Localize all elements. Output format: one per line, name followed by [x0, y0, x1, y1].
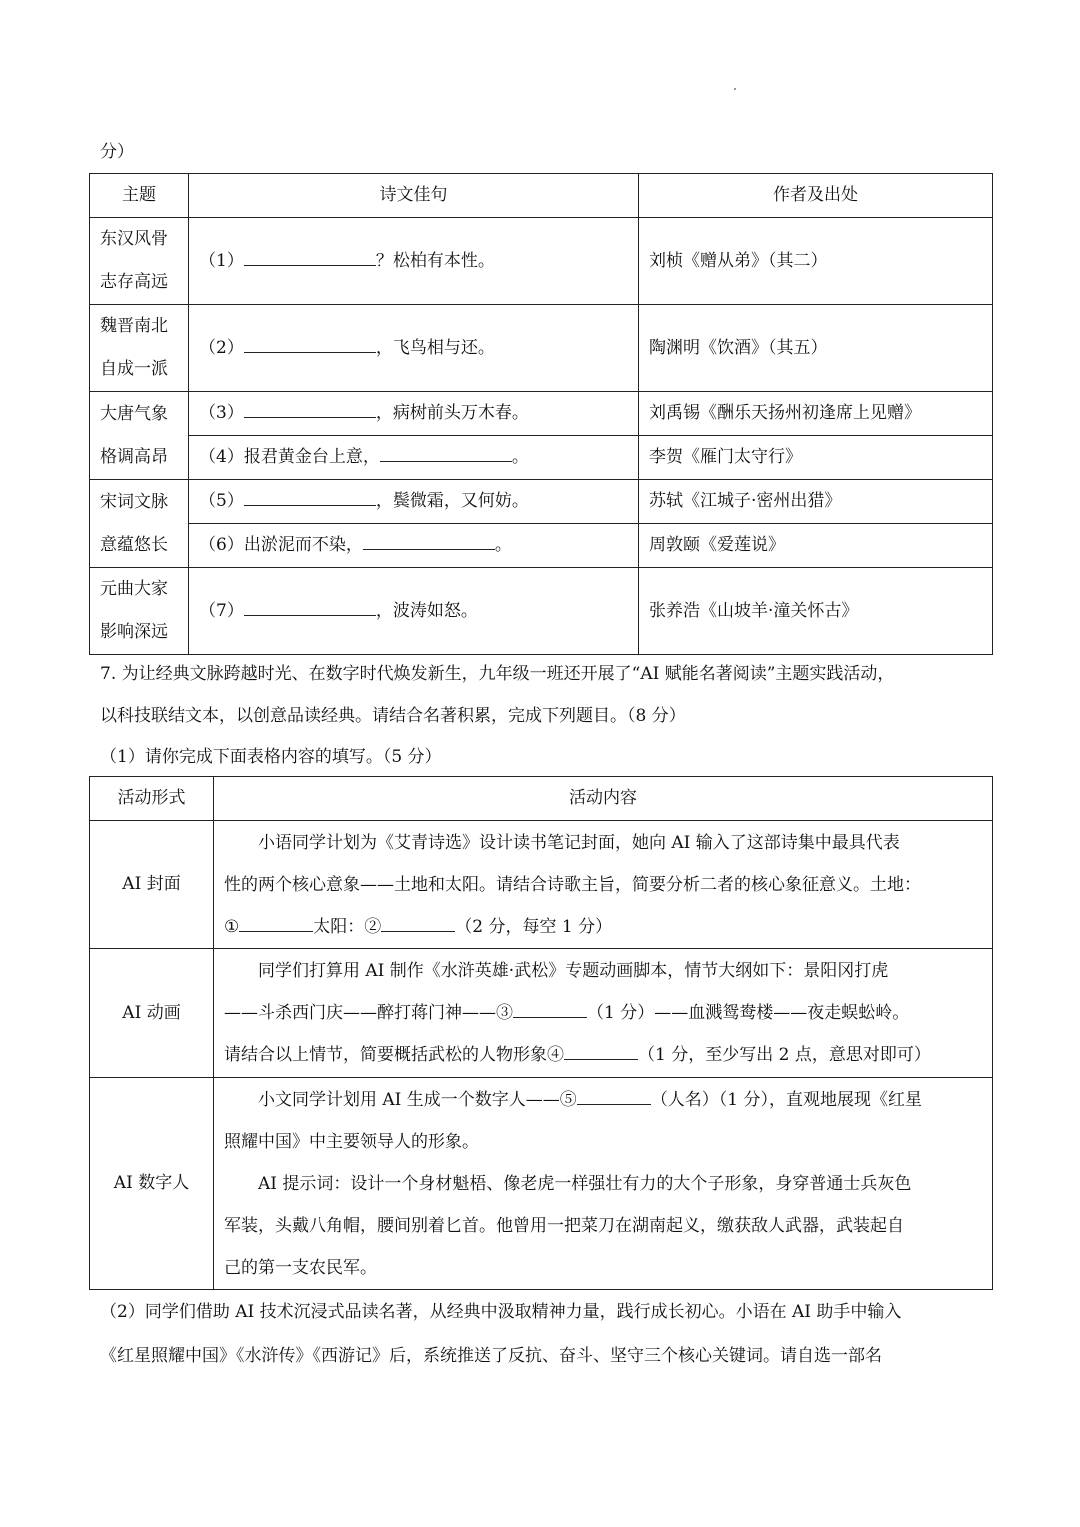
source-cell: 苏轼《江城子·密州出猎》 [639, 480, 993, 524]
verse-cell: （2） ，飞鸟相与还。 [189, 305, 639, 392]
table-row [90, 949, 993, 1078]
table-row [90, 305, 993, 392]
verse-cell: （5） ，鬓微霜，又何妨。 [189, 480, 639, 524]
scan-dot [734, 88, 736, 90]
table-row [90, 1078, 993, 1290]
source-cell: 刘禹锡《酬乐天扬州初逢席上见赠》 [639, 392, 993, 436]
table-header-row [90, 174, 993, 218]
source-cell: 刘桢《赠从弟》（其二） [639, 218, 993, 305]
answer-blank[interactable] [244, 247, 376, 266]
answer-blank[interactable] [363, 531, 495, 550]
header-topic: 主题 [90, 174, 189, 218]
form-cell: AI 封面 [90, 821, 214, 949]
content-cell: 小文同学计划用 AI 生成一个数字人——⑤ （人名）（1 分），直观地展现《红星 照耀中国》中主要领导人的形象。 AI 提示词：设计一个身材魁梧、像老虎一样强壮有力的大个子形象，身穿普通士兵灰色 军装，头戴八角帽，腰间别着匕首。他曾用一把菜刀在湖南起义，缴获敌人武器，武装起自 己的第一支农民军。 [214, 1078, 993, 1290]
content-cell: 同学们打算用 AI 制作《水浒英雄·武松》专题动画脚本，情节大纲如下：景阳冈打虎 ——斗杀西门庆——醉打蒋门神——③ （1 分）——血溅鸳鸯楼——夜走蜈蚣岭。 请结合以上情节，简要概括武松的人物形象④ （1 分，至少写出 2 点，意思对即可） [214, 949, 993, 1078]
topic-cell: 元曲大家 影响深远 [90, 568, 189, 655]
topic-cell: 宋词文脉 意蕴悠长 [90, 480, 189, 568]
answer-blank[interactable] [244, 487, 376, 506]
table-row [90, 480, 993, 524]
answer-blank[interactable] [381, 913, 455, 932]
page-fragment: 分） [100, 142, 134, 162]
topic-cell: 东汉风骨 志存高远 [90, 218, 189, 305]
poetry-table [89, 173, 993, 655]
form-cell: AI 动画 [90, 949, 214, 1078]
header-form: 活动形式 [90, 777, 214, 821]
question-7-2-text: （2）同学们借助 AI 技术沉浸式品读名著，从经典中汲取精神力量，践行成长初心。小语在 AI 助手中输入 《红星照耀中国》《水浒传》《西游记》后，系统推送了反抗、奋斗、坚守三个核心关键词。请自选一部名 [100, 1302, 902, 1366]
content-cell: 小语同学计划为《艾青诗选》设计读书笔记封面，她向 AI 输入了这部诗集中最具代表 性的两个核心意象——土地和太阳。请结合诗歌主旨，简要分析二者的核心象征意义。土地： ① 太阳：② （2 分，每空 1 分） [214, 821, 993, 949]
answer-blank[interactable] [564, 1041, 638, 1060]
header-source: 作者及出处 [639, 174, 993, 218]
question-7-text: 7. 为让经典文脉跨越时光、在数字时代焕发新生，九年级一班还开展了“AI 赋能名著阅读”主题实践活动， 以科技联结文本，以创意品读经典。请结合名著积累，完成下列题目。（8 分） （1）请你完成下面表格内容的填写。（5 分） [100, 664, 895, 767]
table-header-row [90, 777, 993, 821]
table-row [90, 436, 993, 480]
source-cell: 张养浩《山坡羊·潼关怀古》 [639, 568, 993, 655]
answer-blank[interactable] [577, 1086, 651, 1105]
topic-cell: 魏晋南北 自成一派 [90, 305, 189, 392]
verse-cell: （6）出淤泥而不染， 。 [189, 524, 639, 568]
header-verse: 诗文佳句 [189, 174, 639, 218]
verse-cell: （7） ，波涛如怒。 [189, 568, 639, 655]
answer-blank[interactable] [244, 597, 376, 616]
activity-table [89, 776, 993, 1290]
verse-cell: （1） ？松柏有本性。 [189, 218, 639, 305]
source-cell: 陶渊明《饮酒》（其五） [639, 305, 993, 392]
topic-cell: 大唐气象 格调高昂 [90, 392, 189, 480]
verse-cell: （4）报君黄金台上意， 。 [189, 436, 639, 480]
answer-blank[interactable] [513, 999, 587, 1018]
table-row [90, 524, 993, 568]
answer-blank[interactable] [244, 334, 376, 353]
answer-blank[interactable] [239, 913, 313, 932]
header-content: 活动内容 [214, 777, 993, 821]
verse-cell: （3） ，病树前头万木春。 [189, 392, 639, 436]
table-row [90, 218, 993, 305]
form-cell: AI 数字人 [90, 1078, 214, 1290]
answer-blank[interactable] [380, 443, 512, 462]
table-row [90, 568, 993, 655]
table-row [90, 392, 993, 436]
source-cell: 李贺《雁门太守行》 [639, 436, 993, 480]
source-cell: 周敦颐《爱莲说》 [639, 524, 993, 568]
table-row [90, 821, 993, 949]
answer-blank[interactable] [244, 399, 376, 418]
